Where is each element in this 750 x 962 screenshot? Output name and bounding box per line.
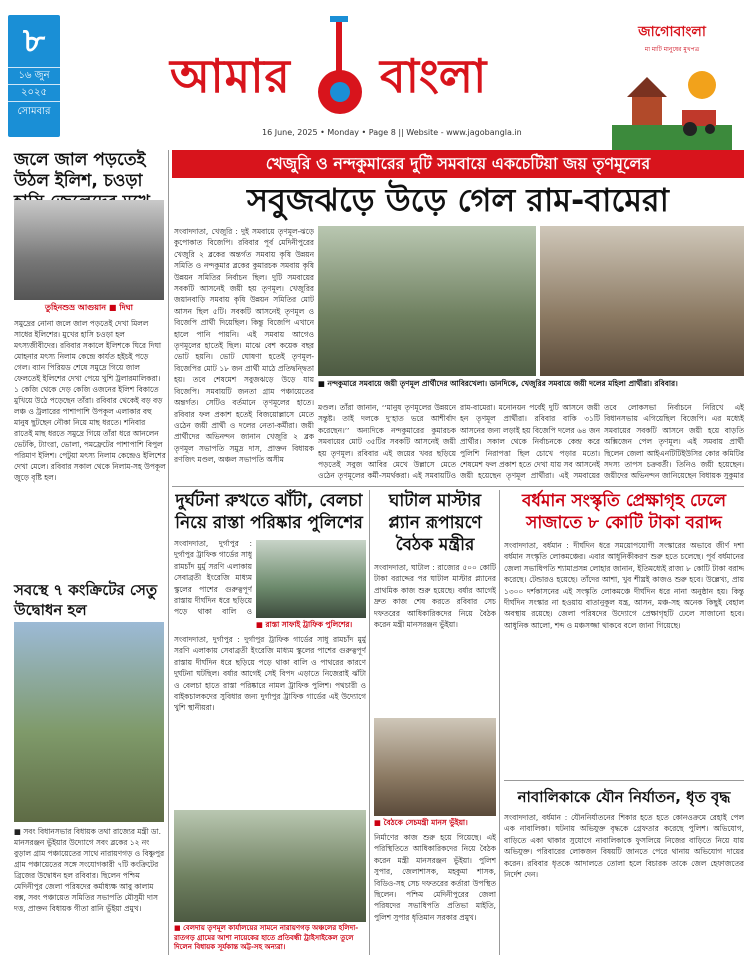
police-story-headline: দুর্ঘটনা রুখতে ঝাঁটা, বেলচা নিয়ে রাস্তা পরিষ্কার পুলিশের <box>175 491 363 533</box>
jago-bangla-logo <box>612 20 732 150</box>
divider <box>504 780 744 781</box>
date-box <box>8 15 60 137</box>
police-story-text-a: সংবাদদাতা, দুর্গাপুর : দুর্গাপুর ট্রাফিক গার্ডের সাধু রামচাঁদ মুর্মু সরণি এলাকায় সেবাব্রতী ইংরেজি মাধ্যম স্কুলের পাশের গুরুত্বপূর্ণ রাস্তায় দীর্ঘদিন ধরে ছড়িয়ে পড়ে থাকা বালি ও <box>174 539 252 617</box>
crime-story-headline: নাবালিকাকে যৌন নির্যাতন, ধৃত বৃদ্ধ <box>517 788 731 806</box>
police-story-text: সংবাদদাতা, দুর্গাপুর : দুর্গাপুর ট্রাফিক গার্ডের সাধু রামচাঁদ মুর্মু সরণি এলাকায় সেবাব্রতী ইংরেজি মাধ্যম স্কুলের পাশের গুরুত্বপূর্ণ রাস্তায় দীর্ঘদিন ধরে ছড়িয়ে পড়ে থাকা বালি ও পাথরের কারণে দুর্ঘটনা ঘটছিল। বর্ষার আগেই সেই বিপদ এড়াতে নিজেরাই ঝাঁটা ও বেলচা হাতে রাস্তা পরিষ্কারে নামল ট্রাফিক পুলিশ। পথচারী ও বাইকচালকদের সুবিধার জন্য দুর্গাপুর ট্রাফিক গার্ডের এই উদ্যোগে খুশি স্থানীয়রা। <box>174 635 366 713</box>
main-headline: সবুজঝড়ে উড়ে গেল রাম-বামেরা <box>247 181 669 219</box>
date-label: ১৬ জুন <box>8 67 60 84</box>
left-story-2-caption: ■ সবং বিধানসভার বিধায়ক তথা রাজ্যের মন্ত্রী ডা. মানসরঞ্জন ভুঁইয়ার উদ্যোগে সবং ব্লকের ১২ নং বুড়াল গ্রাম পঞ্চায়েতের সাথে নারায়ণগড় ও বিষ্ণুপুর গ্রাম পঞ্চায়েতের সঙ্গে সংযোগকারী ৭টি কংক্রিটের ব্রিজের উদ্বোধন হল রবিবার। ছিলেন পশ্চিম মেদিনীপুর জেলা পরিষদের কর্মাধ্যক্ষ আবু কালাম বক্স, সবং পঞ্চায়েত সমিতির সভাপতি মৌসুমী দাস দত্ত, প্রাক্তন বিধায়ক গীতা রানি ভুঁইয়া প্রমুখ। <box>14 827 165 913</box>
left-story-2-headline: সবস্থে ৭ কংক্রিটের সেতু উদ্বোধন হল <box>14 581 158 619</box>
left-story-2-photo <box>14 622 164 822</box>
divider <box>172 486 744 487</box>
divider <box>499 490 500 955</box>
jago-name: জাগোবাংলা <box>638 24 706 40</box>
column-rule <box>170 150 171 955</box>
beldah-photo <box>174 810 366 922</box>
masthead-title-left: আমার <box>170 49 291 103</box>
top-banner: খেজুরি ও নন্দকুমারের দুটি সমবায়ে একচেটিয়া জয় তৃণমূলের <box>172 150 744 178</box>
burdwan-story-text: সংবাদদাতা, বর্ধমান : দীর্ঘদিন ধরে সময়োপযোগী সংস্কারের অভাবে জীর্ণ দশা বর্ধমান সংস্কৃতি লোকমঞ্চের। এবার আধুনিকীকরণ শুরু হতে চলেছে। পূর্ব বর্ধমানের জেলা সভাধিপতি শ্যামাপ্রসন্ন লোহার জানান, ইতিমধ্যেই রাজ্য ৮ কোটি টাকা বরাদ্দ করেছে। টেন্ডারও হয়েছে। তাঁদের আশা, খুব শীঘ্রই কাজও শুরু হবে। উল্লেখ্য, প্রায় ১৩০০ দর্শকাসনের এই সংস্কৃতি লোকমঞ্চে দীর্ঘদিন ধরে নানা অনুষ্ঠান হয়। কিন্তু দীর্ঘদিন সংস্কার না হওয়ায় বাতানুকূল যন্ত্র, আসন, মঞ্চ-সহ অনেক কিছুই বেহাল অবস্থায় রয়েছে। জেলা পরিষদের উদ্যোগে প্রেক্ষাগৃহটি ঢেলে সাজানো হবে। আধুনিক আলো, শব্দ ও মঞ্চসজ্জা থাকবে বলে জানা গিয়েছে। <box>504 541 744 630</box>
day-label: সোমবার <box>8 101 60 122</box>
jago-tag: মা মাটি মানুষের মুখপত্র <box>644 46 700 53</box>
page-number: ৮ <box>22 21 46 61</box>
burdwan-story-headline: বর্ধমান সংস্কৃতি প্রেক্ষাগৃহ ঢেলে সাজাতে ৮ কোটি টাকা বরাদ্দ <box>521 491 727 533</box>
main-photo-right <box>540 226 744 376</box>
year-label: ২০২৫ <box>8 84 60 101</box>
left-story-1-text: সমুদ্রের নোনা জলে জাল পড়তেই দেখা মিলল সাধের ইলিশের। মুখের হাসি চওড়া হল মৎস্যজীবীদের। রবিবার সকালে ইলিশকে ঘিরে দিঘা মোহনার মৎস্য নিলাম কেন্দ্রে কার্যত হইচই পড়ে গেল। ব্যান পিরিয়ড শেষে সমুদ্রে গিয়ে জাল ফেলতেই ইলিশের দেখা পেয়ে খুশি ট্রলারমালিকরা। ১ কেজি থেকে দেড় কেজি ওজনের ইলিশ বিকাতে মুখিয়ে উঠে পড়েছেন তাঁরা। রবিবার থেকেই বড় বড় লঞ্চ ও ট্রলারের পাশাপাশি উপকূল এলাকার বহু মানুষ ছুটছেন নৌকা নিয়ে মাছ ধরতে। শনিবার রাতেই মাছ ধরতে সমুদ্রে গিয়ে তাঁরা ধরে আনলেন ভেটকি, ট্যাংরা, ভোলা, পমফ্রেটের পাশাপাশি বিপুল পরিমাণ ইলিশ। পেটুয়া মৎস্য নিলাম কেন্দ্রেও ইলিশের দেখা মেলে। রবিবার সকাল থেকে নিলাম-সহ উপকূল জুড়ে বৃষ্টি হল। <box>14 319 166 482</box>
beldah-caption: ■ বেলদায় তৃণমূল কার্যালয়ের সামনে নারায়ণগড় অঞ্চলের হলিদা-রাতগড় গ্রামের আশা নায়েকের হাতে প্রতিবন্ধী ট্রাইসাইকেল তুলে দিলেন বিধায়ক সূর্যকান্ত অট্ট-সহ অন্যরা। <box>174 924 359 951</box>
ghatal-story-text2: নির্মাণের কাজ শুরু হয়ে গিয়েছে। এই পরিস্থিতিতে আধিকারিকদের নিয়ে বৈঠক করেন মন্ত্রী মানসরঞ্জন ভুঁইয়া। পুলিশ সুপার, জেলাশাসক, মহকুমা শাসক, বিডিও-সহ সেচ দফতরের কর্তারা উপস্থিত ছিলেন। পশ্চিম মেদিনীপুরের জেলা পরিষদের সভাধিপতি প্রতিভা মাইতি, পুলিশ সুপার ধৃতিমান সরকার প্রমুখ। <box>374 833 496 922</box>
masthead-title-right: বাংলা <box>380 49 487 103</box>
ghatal-photo <box>374 718 496 816</box>
ektara-icon <box>300 12 370 122</box>
left-story-1-photo <box>14 200 164 300</box>
dateline: 16 June, 2025 • Monday • Page 8 || Website - www.jagobangla.in <box>262 128 522 137</box>
ghatal-story-headline: ঘাটাল মাস্টার প্ল্যান রূপায়ণে বৈঠক মন্ত্রীর <box>388 491 482 555</box>
main-photo-caption: ■ নন্দকুমারে সমবায়ে জয়ী তৃণমূল প্রার্থীদের আবিরখেলা। ডানদিকে, খেজুরির সমবায়ে জয়ী দলের মহিলা প্রার্থীরা। রবিবার। <box>318 379 678 388</box>
ghatal-story-text: সংবাদদাতা, ঘাটাল : রাজ্যের ৫০০ কোটি টাকা বরাদ্দের পর ঘাটাল মাস্টার প্ল্যানের প্রাথমিক কাজ শুরু হয়েছে। বর্ষার আগেই দ্রুত কাজ শেষ করতে রবিবার সেচ দফতরের আধিকারিকদের নিয়ে বৈঠক করেন মন্ত্রী মানসরঞ্জন ভুঁইয়া। <box>374 563 496 630</box>
main-story-col2: মণ্ডল। তাঁরা জানান, ‘‘মানুষ তৃণমূলের উন্নয়নে সন্তুষ্ট। তাই দলকে দু’হাত ভরে আশীর্বাদ করেছেন।’’ অন্যদিকে নন্দকুমারের কুমারচক সমবায়ের মোট ৩৫টির সবকটি আসনেই জয়ী হয় তৃণমূল। রবিবার এই জয়ের খবর ছড়িয়ে পড়তেই সবুজ আবির মেখে উল্লাসে মেতে ওঠেন তৃণমূলের কর্মী-সমর্থকরা। এই সমবায়টিও <box>318 403 456 481</box>
ghatal-caption: ■ বৈঠকে সেচমন্ত্রী মানস ভুঁইয়া। <box>374 818 468 827</box>
left-story-1-headline: জলে জাল পড়তেই উঠল ইলিশ, চওড়া <box>14 150 146 191</box>
police-story-photo <box>256 540 366 618</box>
main-story-col4: তবে লোকসভা নির্বাচনে নিরিখে এই বিধানসভায় এগিয়েছিল বিজেপি। এর মধ্যেই সমবায়ের সবকটি আসনে জয়ী হয়ে বাড়তি অক্সিজেন পেল তৃণমূল। এই সমবায় প্রার্থী ছিলেন জেলা আইএনটিটিইউসির কোর কমিটির সদস্য তাপস চক্রবর্তী। তিনিও জয়ী হয়েছেন। জয়ীদের অভিনন্দন জানিয়েছেন বিধায়ক সুকুমার <box>604 403 744 481</box>
divider <box>168 150 169 955</box>
crime-story-text: সংবাদদাতা, বর্ধমান : যৌননির্যাতনের শিকার হতে হতে কোনওক্রমে রেহাই পেল এক নাবালিকা। ঘটনায় অভিযুক্ত বৃদ্ধকে গ্রেফতার করেছে পুলিশ। অভিযোগ, বাড়িতে একা থাকার সুযোগে নাবালিকাকে ফুসলিয়ে নিজের বাড়িতে নিয়ে যায় অভিযুক্ত। পরিবারের লোকজন বিষয়টি জানতে পেরে থানায় অভিযোগ দায়ের করেন। রবিবার ধৃতকে আদালতে তোলা হলে বিচারক তাকে জেল হেফাজতের নির্দেশ দেন। <box>504 813 744 880</box>
main-story-col1: সংবাদদাতা, খেজুরি : দুই সমবায়ে তৃণমূল-ঝড়ে কুপোকাত বিজেপি। রবিবার পূর্ব মেদিনীপুরের খেজুরি ২ ব্লকের অন্তর্গত সমবায় কৃষি উন্নয়ন সমিতি ও নন্দকুমার ব্লকের কুমারচক সমবায় কৃষি উন্নয়ন সমিতির নির্বাচন ছিল। দুটি সমবায়ের সবকটি আসনেই জয়ী হয় তৃণমূল। খেজুরির জয়ানবাড়ি সমবায় কৃষি উন্নয়ন সমিতির মোট আসন ছিল ৫টি। সবকটি আসনেই তৃণমূল ও বিজেপি প্রার্থী দিয়েছিল। কিন্তু বিজেপি এখানে হালে পানি পায়নি। এই সমবায় আগেও তৃণমূলের হাতেই ছিল। মাঝে বেশ কয়েক বছর ভোট হয়নি। ভোট ঘোষণা হতেই তৃণমূল-বিজেপির মোট ১৮ জন প্রার্থী মাঠে প্রতিদ্বন্দ্বিতা হয়। তবে শেষমেশ সবুজঝড়ে উড়ে যায় বিজেপি। সমবায়টি জনতা গ্রাম পঞ্চায়েতের অন্তর্গত। সেটিও বর্তমানে তৃণমূলের হাতে। রবিবার ফল প্রকাশ হতেই বিজয়োল্লাসে মেতে ওঠেন জয়ী প্রার্থী ও দলের নেতা-কর্মীরা। জয়ী প্রার্থীদের অভিনন্দন জানান খেজুরি ২ ব্লক তৃণমূল সভাপতি সমুদ্র দাস, প্রাক্তন বিধায়ক রণজিৎ মণ্ডল, অঞ্চল সভাপতি অসীম <box>174 227 314 465</box>
farm-illustration-icon <box>612 55 732 155</box>
police-story-caption: ■ রাস্তা সাফাই ট্রাফিক পুলিশের। <box>256 620 353 629</box>
masthead <box>170 40 540 112</box>
left-story-1-byline: তুহিনশুভ্র আগুয়ান ■ দিঘা <box>45 303 133 312</box>
divider <box>369 490 370 955</box>
main-story-col3: রাম-বামেরা। মনোনয়ন পর্বেই দুটি আসনে জয়ী হন তৃণমূল প্রার্থীরা। রবিবার বাকি ৩১টি আসনের জন্য লড়াই হয় বিজেপি দলের ৬৪ জন প্রার্থীর। সকাল থেকে নির্বাচনকে কেন্দ্র করে পুলিশি নিরাপত্তা ছিল চোখে পড়ার মতো। শেষমেশ ফল প্রকাশ হতে দেখা যায় সব আসনেই জয়ী হয়েছেন তৃণমূল প্রার্থীরা। এই সমবায়ের <box>460 403 600 481</box>
main-photo-left <box>318 226 536 376</box>
